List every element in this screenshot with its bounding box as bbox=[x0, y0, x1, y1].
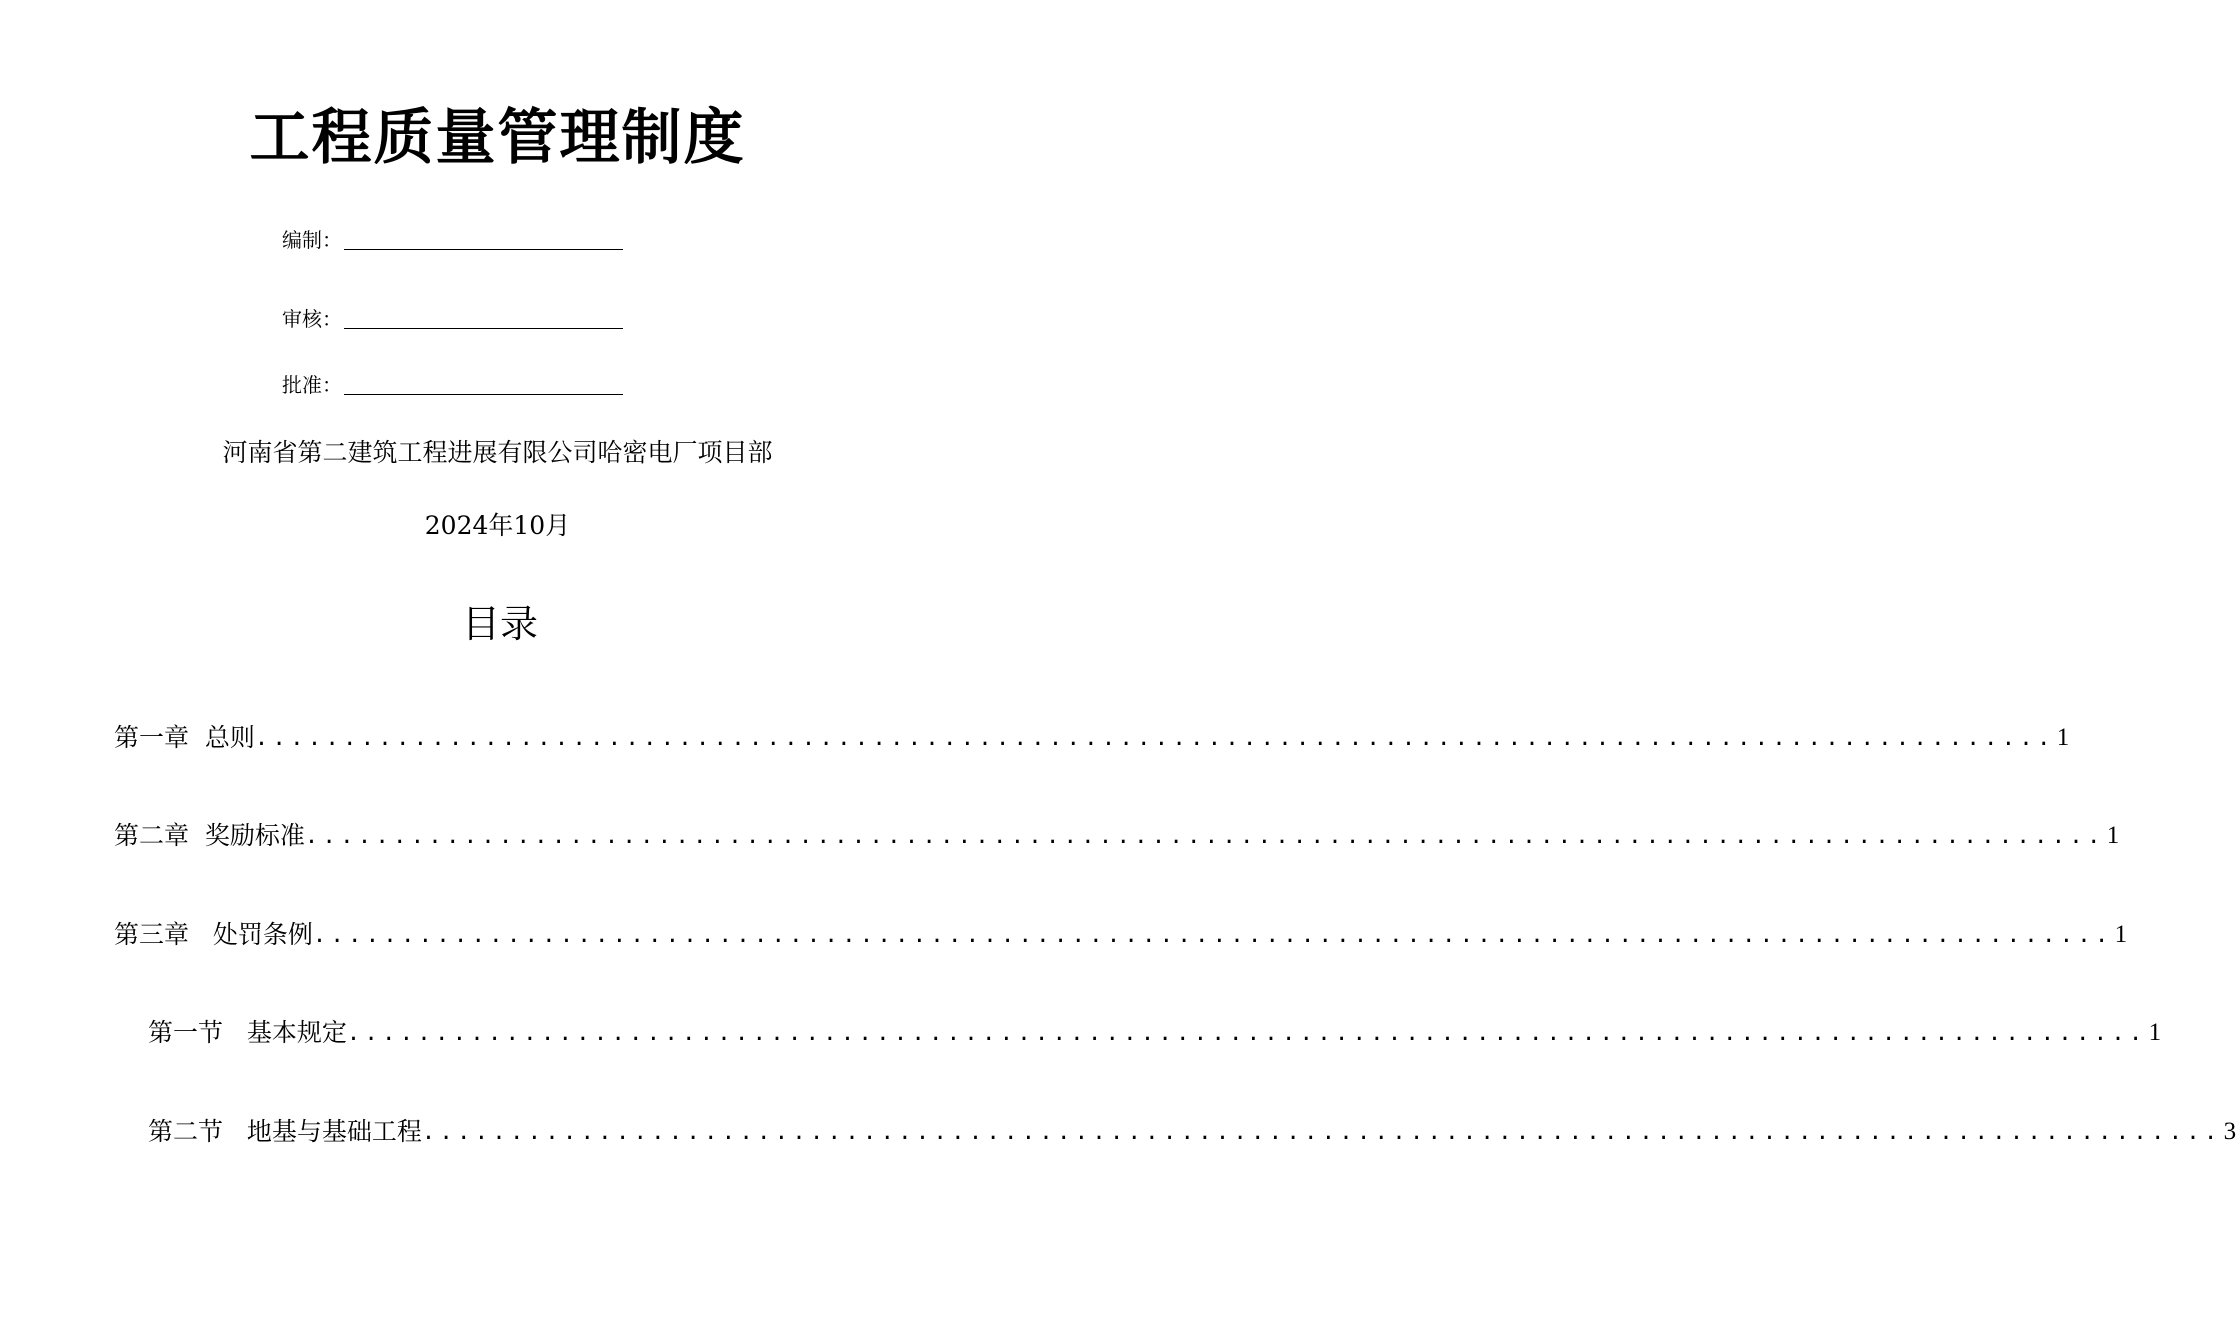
toc-entry-label: 第一节 基本规定 bbox=[148, 1018, 347, 1047]
toc-entry-label: 第二节 地基与基础工程 bbox=[148, 1117, 422, 1146]
document-title: 工程质量管理制度 bbox=[249, 103, 746, 173]
signature-row-compiled bbox=[282, 224, 623, 254]
toc-entry-chapter-2[interactable] bbox=[114, 814, 2120, 854]
toc-entry-section-2[interactable] bbox=[148, 1110, 2236, 1150]
signature-label-compiled: 编制： bbox=[282, 228, 342, 252]
toc-entry-section-1[interactable] bbox=[148, 1011, 2162, 1051]
toc-page-number: 1 bbox=[2106, 822, 2120, 849]
signature-label-approved: 批准： bbox=[282, 373, 342, 397]
toc-leader-dots: ...................................................................................................... bbox=[421, 1120, 2222, 1145]
signature-row-approved bbox=[282, 369, 623, 399]
signature-line-reviewed bbox=[344, 327, 623, 329]
document-date: 2024年10月 bbox=[424, 511, 571, 540]
toc-page-number: 1 bbox=[2114, 921, 2128, 948]
toc-leader-dots: ...................................................................................................... bbox=[304, 824, 2105, 849]
toc-page-number: 1 bbox=[2148, 1019, 2162, 1046]
toc-entry-chapter-3[interactable] bbox=[114, 913, 2128, 953]
toc-leader-dots: ...................................................................................................... bbox=[254, 726, 2055, 751]
toc-entry-chapter-1[interactable] bbox=[114, 716, 2070, 756]
signature-label-reviewed: 审核： bbox=[282, 307, 342, 331]
toc-entry-label: 第三章 处罚条例 bbox=[114, 920, 313, 949]
organization-name: 河南省第二建筑工程进展有限公司哈密电厂项目部 bbox=[222, 438, 773, 467]
signature-line-approved bbox=[344, 393, 623, 395]
toc-heading: 目录 bbox=[461, 602, 538, 646]
toc-entry-label: 第二章 奖励标准 bbox=[114, 821, 305, 850]
signature-line-compiled bbox=[344, 248, 623, 250]
signature-row-reviewed bbox=[282, 303, 623, 333]
toc-page-number: 3 bbox=[2223, 1118, 2236, 1145]
toc-leader-dots: ...................................................................................................... bbox=[312, 923, 2113, 948]
toc-entry-label: 第一章 总则 bbox=[114, 723, 255, 752]
toc-leader-dots: ...................................................................................................... bbox=[346, 1021, 2147, 1046]
toc-page-number: 1 bbox=[2056, 724, 2070, 751]
